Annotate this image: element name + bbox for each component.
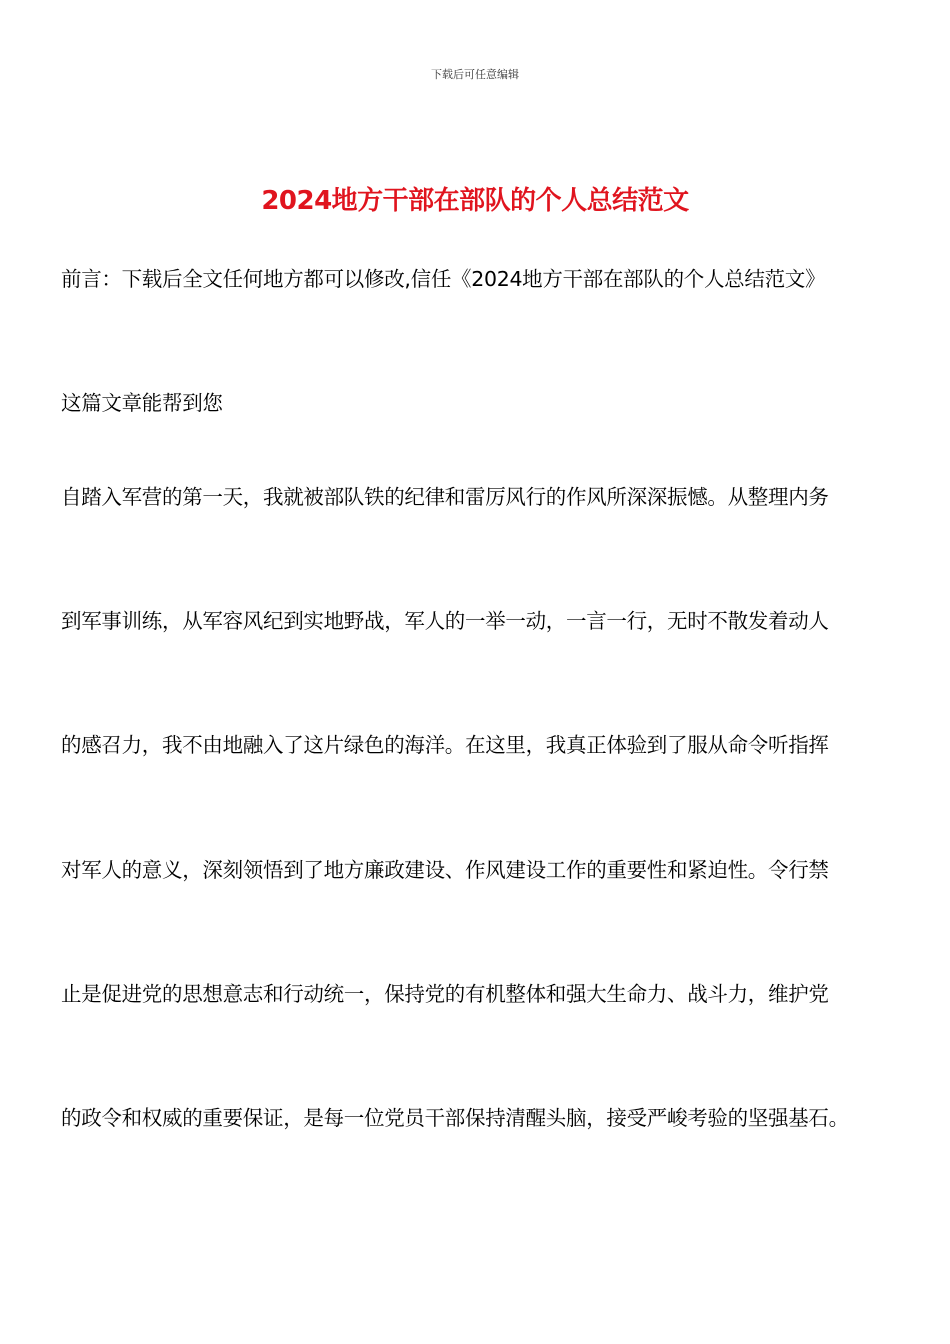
document-title: 2024地方干部在部队的个人总结范文 — [261, 186, 689, 216]
body-text-line: 自踏入军营的第一天，我就被部队铁的纪律和雷厉风行的作风所深深振憾。从整理内务 — [61, 485, 829, 509]
body-text-line: 止是促进党的思想意志和行动统一，保持党的有机整体和强大生命力、战斗力，维护党 — [61, 982, 829, 1006]
preface-line-continued: 这篇文章能帮到您 — [61, 391, 223, 415]
body-text-line: 的政令和权威的重要保证，是每一位党员干部保持清醒头脑，接受严峻考验的坚强基石。 — [61, 1106, 849, 1130]
page-header-note: 下载后可任意编辑 — [431, 68, 519, 81]
body-text-line: 到军事训练，从军容风纪到实地野战，军人的一举一动，一言一行，无时不散发着动人 — [61, 609, 829, 633]
preface-line: 前言：下载后全文任何地方都可以修改,信任《2024地方干部在部队的个人总结范文》 — [61, 267, 826, 291]
body-text-line: 的感召力，我不由地融入了这片绿色的海洋。在这里，我真正体验到了服从命令听指挥 — [61, 733, 829, 757]
body-text-line: 对军人的意义，深刻领悟到了地方廉政建设、作风建设工作的重要性和紧迫性。令行禁 — [61, 858, 829, 882]
